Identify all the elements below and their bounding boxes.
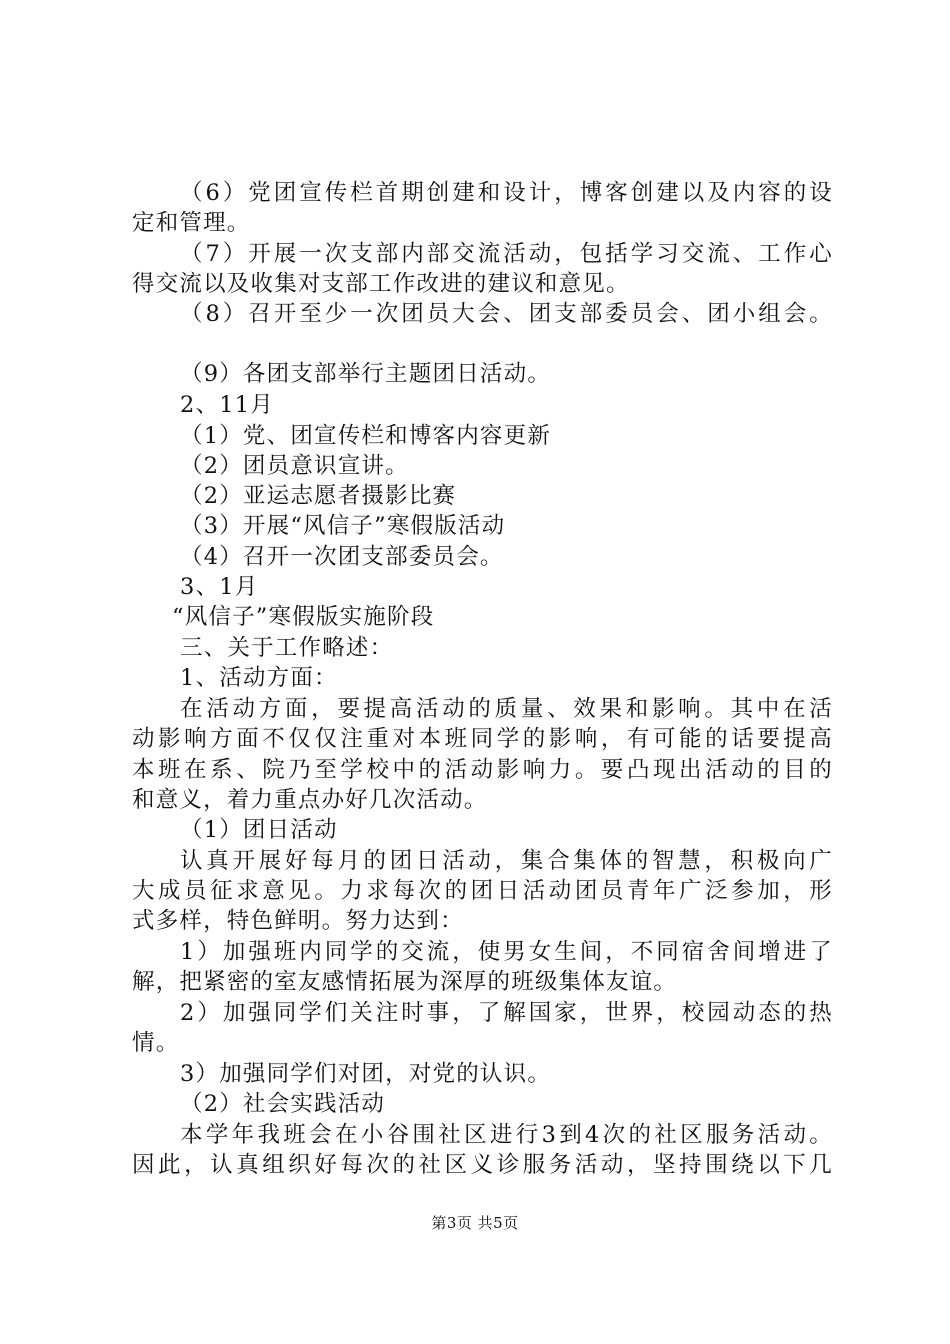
subsection-heading: 1、活动方面： xyxy=(180,665,338,691)
text-line: 大成员征求意见。力求每次的团日活动团员青年广泛参加，形 xyxy=(132,878,833,904)
text-line: （3）开展“风信子”寒假版活动 xyxy=(180,513,506,539)
text-line: 在活动方面，要提高活动的质量、效果和影响。其中在活 xyxy=(180,696,833,722)
text-line: 情。 xyxy=(132,1030,180,1056)
subsection-heading: （2）社会实践活动 xyxy=(180,1091,386,1117)
text-line: 得交流以及收集对支部工作改进的建议和意见。 xyxy=(132,271,630,297)
text-line: 本班在系、院乃至学校中的活动影响力。要凸现出活动的目的 xyxy=(132,757,833,783)
subsection-heading: （1）团日活动 xyxy=(180,817,338,843)
text-line: （7）开展一次支部内部交流活动，包括学习交流、工作心 xyxy=(180,241,833,267)
text-line: 1）加强班内同学的交流，使男女生间，不同宿舍间增进了 xyxy=(180,939,833,965)
text-line: （6）党团宣传栏首期创建和设计，博客创建以及内容的设 xyxy=(180,180,833,206)
text-line: 解，把紧密的室友感情拓展为深厚的班级集体友谊。 xyxy=(132,969,678,995)
text-line: （2）团员意识宣讲。 xyxy=(180,453,409,479)
text-line: 认真开展好每月的团日活动，集合集体的智慧，积极向广 xyxy=(180,848,833,874)
text-line: 因此，认真组织好每次的社区义诊服务活动，坚持围绕以下几 xyxy=(132,1152,833,1178)
text-line: （9）各团支部举行主题团日活动。 xyxy=(180,361,552,387)
text-line: 2、11月 xyxy=(180,392,274,418)
text-line: 动影响方面不仅仅注重对本班同学的影响，有可能的话要提高 xyxy=(132,726,833,752)
text-line: 定和管理。 xyxy=(132,210,251,236)
text-line: （4）召开一次团支部委员会。 xyxy=(180,544,504,570)
text-line: （8）召开至少一次团员大会、团支部委员会、团小组会。 xyxy=(180,301,833,327)
text-line: （2）亚运志愿者摄影比赛 xyxy=(180,483,457,509)
text-line: 本学年我班会在小谷围社区进行3到4次的社区服务活动。 xyxy=(180,1122,833,1148)
text-line: 式多样，特色鲜明。努力达到： xyxy=(132,908,464,934)
text-line: 2）加强同学们关注时事，了解国家，世界，校园动态的热 xyxy=(180,1000,833,1026)
section-heading: 三、关于工作略述： xyxy=(180,635,394,661)
text-line: （1）党、团宣传栏和博客内容更新 xyxy=(180,423,552,449)
page-footer: 第3页 共5页 xyxy=(431,1214,519,1232)
text-line: “风信子”寒假版实施阶段 xyxy=(172,604,435,630)
text-line: 3）加强同学们对团，对党的认识。 xyxy=(180,1061,552,1087)
text-line: 3、1月 xyxy=(180,574,259,600)
text-line: 和意义，着力重点办好几次活动。 xyxy=(132,787,488,813)
